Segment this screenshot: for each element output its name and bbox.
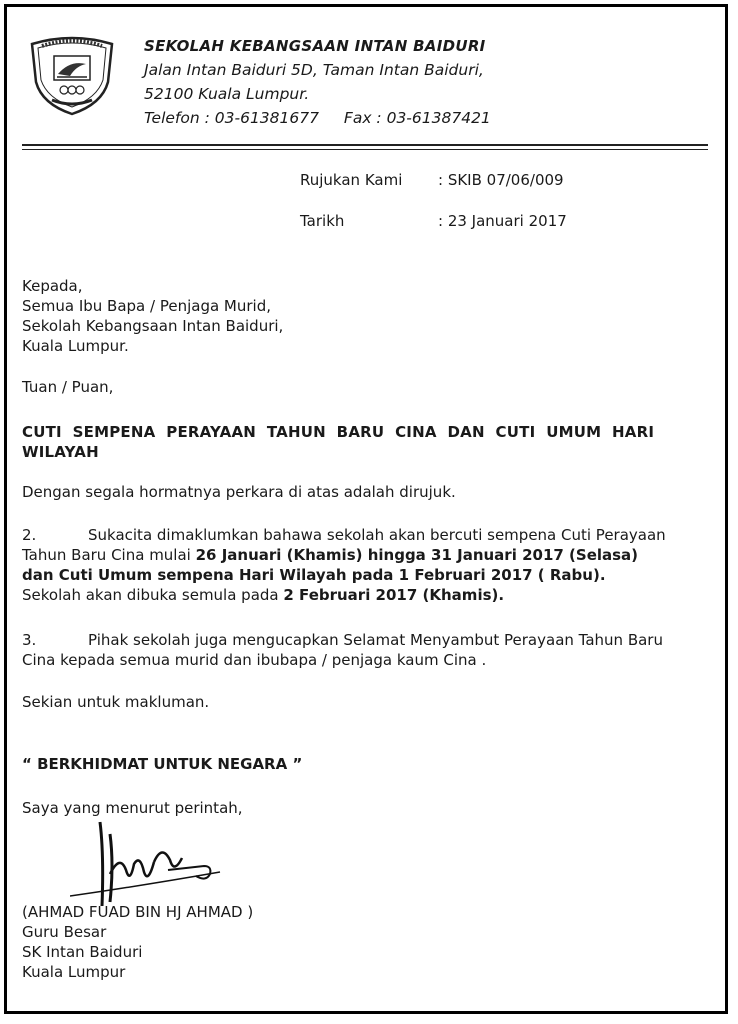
signatory-name: (AHMAD FUAD BIN HJ AHMAD ) [22,903,254,921]
signatory-title: Guru Besar [22,923,107,941]
rujukan-label: Rujukan Kami [300,171,403,189]
rujukan-value: : SKIB 07/06/009 [438,171,564,189]
recipient-line-2: Sekolah Kebangsaan Intan Baiduri, [22,317,284,335]
address-line-2: 52100 Kuala Lumpur. [144,85,310,103]
signatory-block [22,902,694,982]
kepada: Kepada, [22,277,83,295]
salutation: Tuan / Puan, [22,378,114,396]
tarikh-value: : 23 Januari 2017 [438,212,567,230]
intro-paragraph: Dengan segala hormatnya perkara di atas adalah dirujuk. [22,483,456,501]
signature [70,814,230,910]
signatory-city: Kuala Lumpur [22,963,126,981]
contact-line [144,106,491,130]
address-line-1: Jalan Intan Baiduri 5D, Taman Intan Baiduri, [144,61,484,79]
paragraph-2-line-2: Tahun Baru Cina mulai [22,546,196,564]
recipient-block [22,276,694,356]
reference-row [300,171,564,189]
letterhead [144,34,491,130]
fax-number: Fax : 03-61387421 [343,109,491,127]
header-divider-thick [22,144,708,146]
tarikh-label: Tarikh [300,212,345,230]
paragraph-3-line-2: Cina kepada semua murid dan ibubapa / penjaga kaum Cina . [22,651,487,669]
recipient-line-3: Kuala Lumpur. [22,337,129,355]
subject-line-2: WILAYAH [22,443,99,461]
header-divider-thin [22,149,708,150]
reopen-date: 2 Februari 2017 (Khamis). [283,586,505,604]
paragraph-2-number: 2. [22,526,37,544]
signoff: Saya yang menurut perintah, [22,799,243,817]
paragraph-2-line-4: Sekolah akan dibuka semula pada [22,586,284,604]
holiday-dates: 26 Januari (Khamis) hingga 31 Januari 2017 (Selasa) [195,546,639,564]
telefon-number: Telefon : 03-61381677 [144,109,319,127]
paragraph-2-line-1: Sukacita dimaklumkan bahawa sekolah akan bercuti sempena Cuti Perayaan [88,526,666,544]
paragraph-3-line-1: Pihak sekolah juga mengucapkan Selamat Menyambut Perayaan Tahun Baru [88,631,663,649]
public-holiday-line: dan Cuti Umum sempena Hari Wilayah pada 1 Februari 2017 ( Rabu). [22,566,606,584]
closing-line: Sekian untuk makluman. [22,693,210,711]
paragraph-2 [22,525,694,605]
subject-heading [22,422,694,462]
recipient-line-1: Semua Ibu Bapa / Penjaga Murid, [22,297,271,315]
signatory-school: SK Intan Baiduri [22,943,143,961]
school-name: SEKOLAH KEBANGSAAN INTAN BAIDURI [144,37,486,55]
school-crest-logo [24,30,120,116]
subject-line-1: CUTI SEMPENA PERAYAAN TAHUN BARU CINA DAN CUTI UMUM HARI [22,423,655,441]
paragraph-3 [22,630,694,670]
date-row [300,212,567,230]
motto: “ BERKHIDMAT UNTUK NEGARA ” [22,755,303,773]
paragraph-3-number: 3. [22,631,37,649]
